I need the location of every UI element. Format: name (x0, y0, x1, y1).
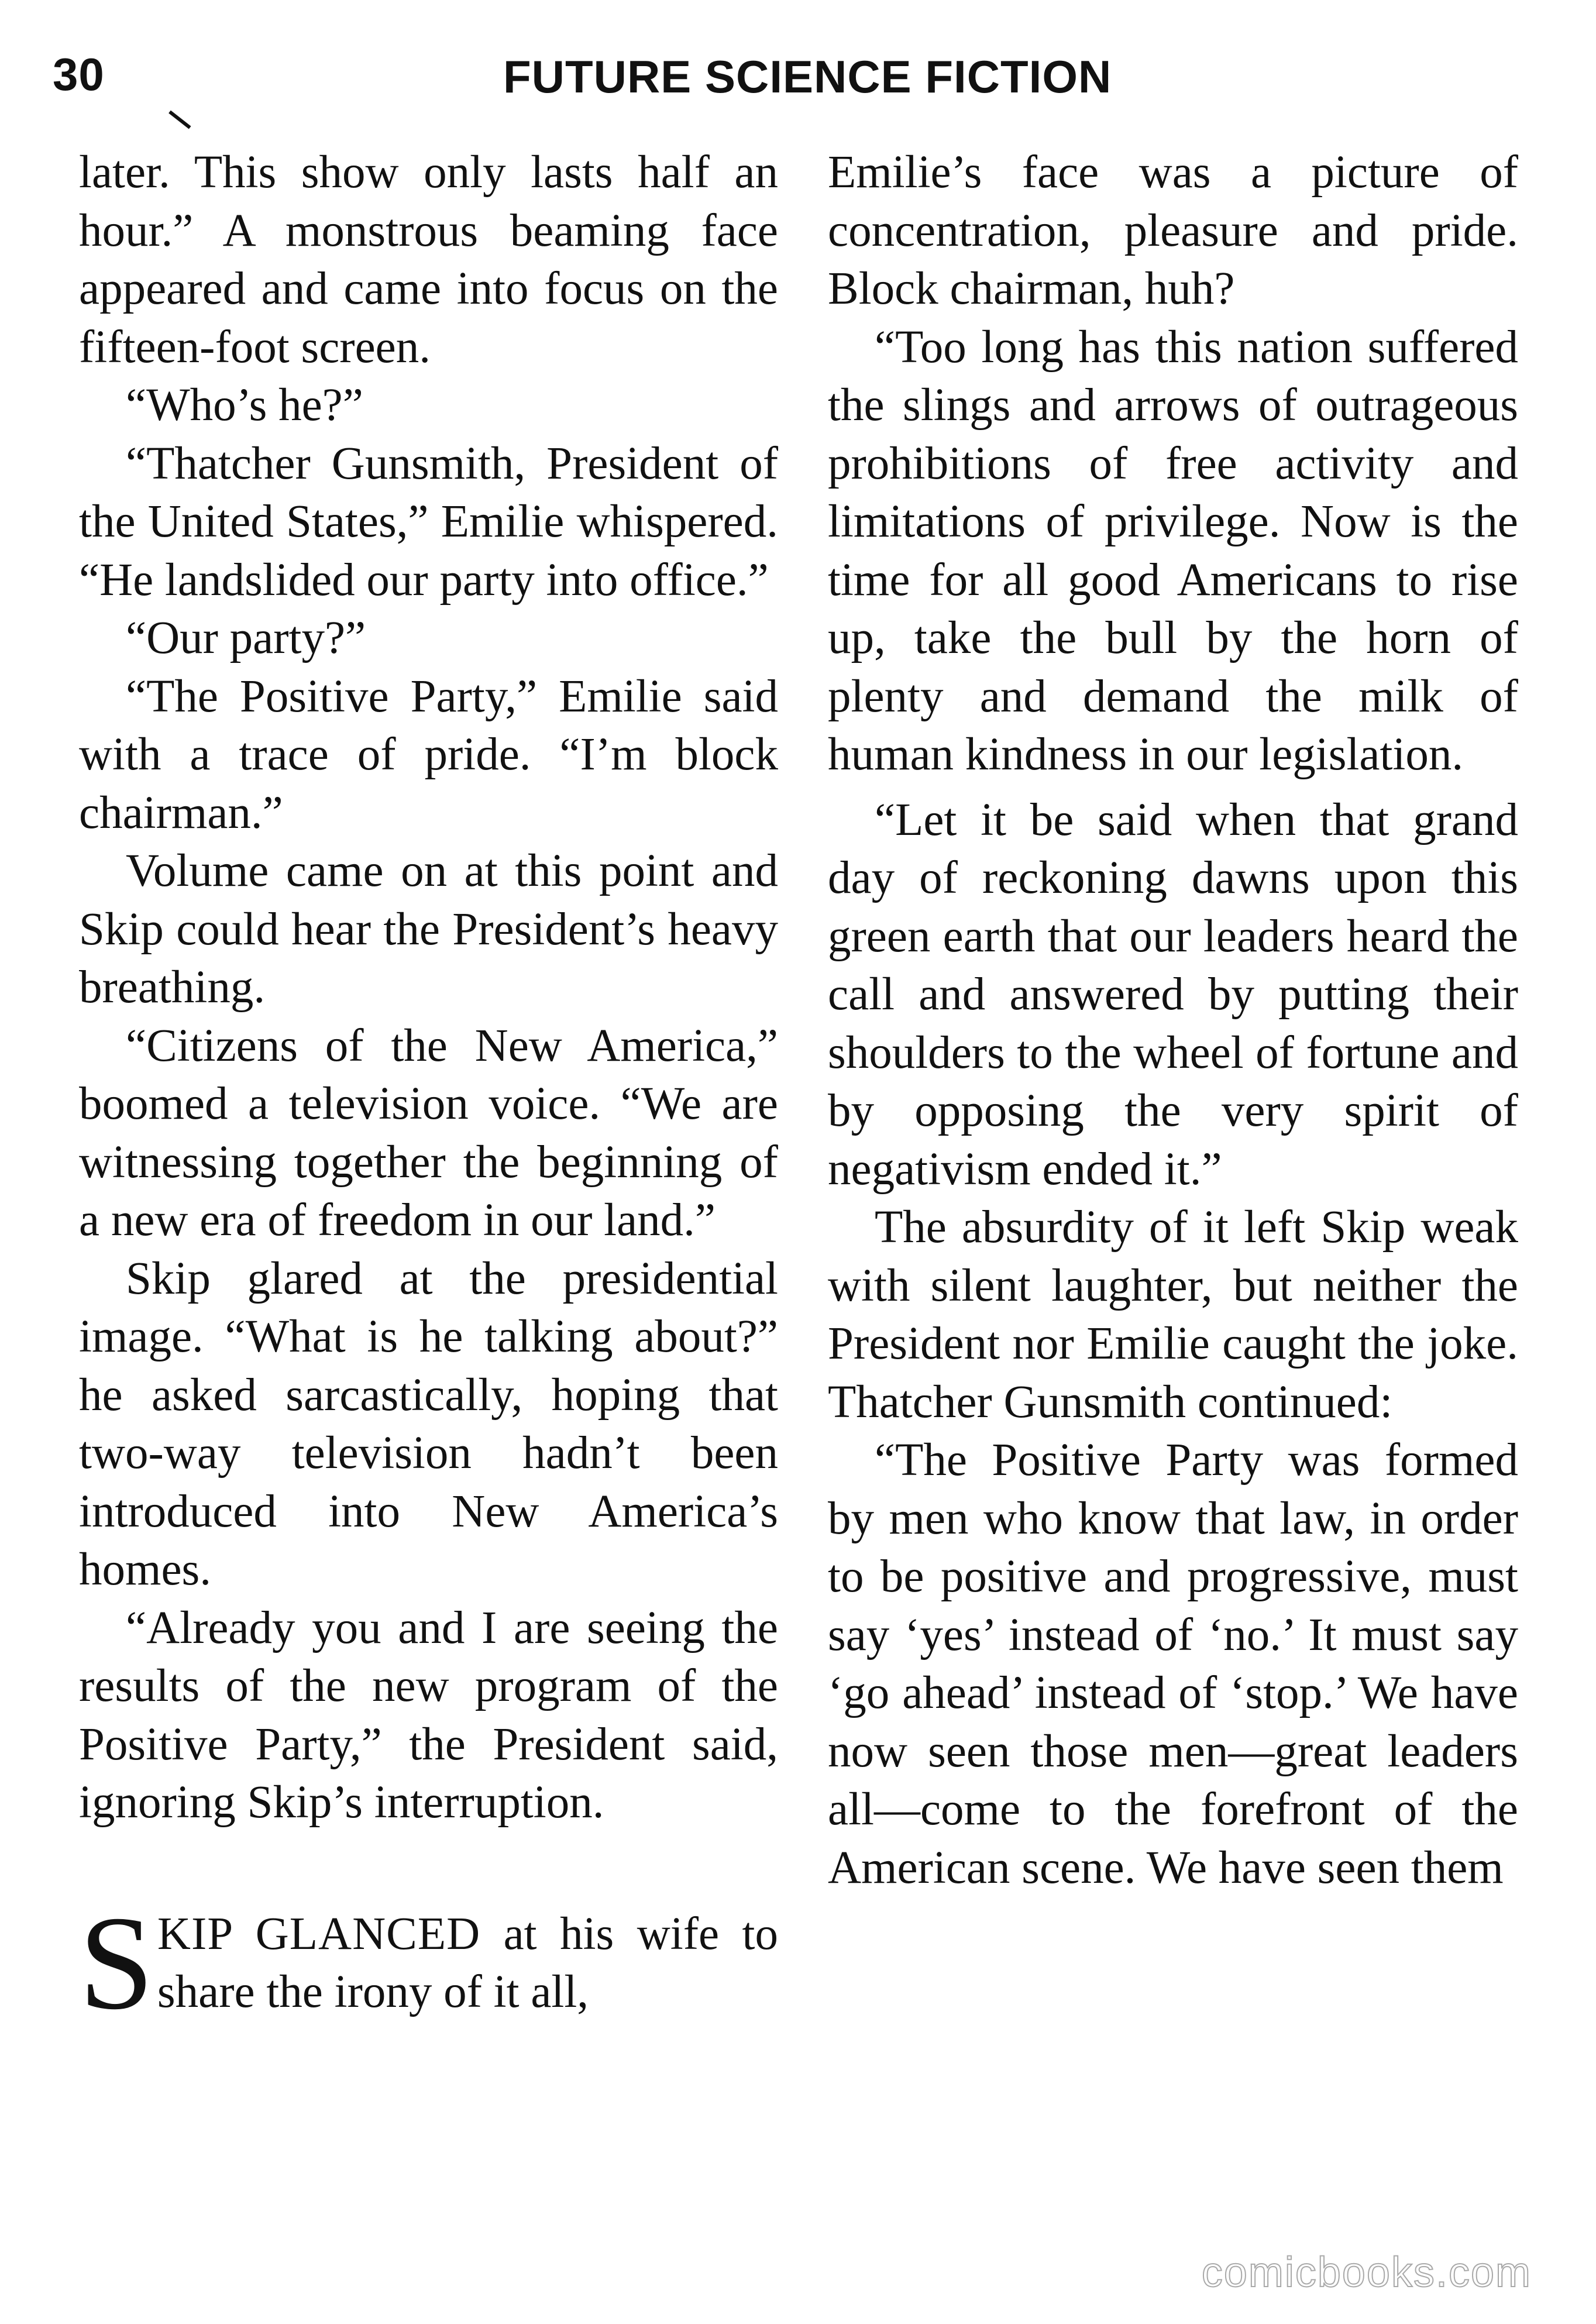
section-lead-caps: KIP GLANCED (157, 1908, 481, 1959)
watermark-logo: comicbooks.com (1201, 2249, 1532, 2296)
left-paragraph-5: “The Positive Party,” Emilie said with a trace of pride. “I’m block chairman.” (79, 671, 778, 838)
right-paragraph-1: Emilie’s face was a picture of concentration, pleasure and pride. Block chairman, huh? (828, 147, 1518, 314)
left-paragraph-9: “Already you and I are seeing the results of the new program of the Positive Party,” the President said, ignoring Skip’s interruption. (79, 1602, 778, 1828)
drop-cap: S (79, 1888, 154, 2037)
right-column (828, 143, 1518, 1897)
section-start-text: at his wife to share the irony of it all, (157, 1908, 778, 2017)
header-tick-mark (168, 111, 191, 129)
left-paragraph-7: “Citizens of the New America,” boomed a television voice. “We are witnessing together the beginning of a new era of freedom in our land.” (79, 1020, 778, 1246)
left-paragraph-1: later. This show only lasts half an hour.” A monstrous beaming face appeared and came into focus on the fifteen-foot screen. (79, 147, 778, 373)
left-paragraph-4: “Our party?” (126, 613, 366, 663)
running-title: FUTURE SCIENCE FICTION (503, 51, 1112, 102)
right-paragraph-5: “The Positive Party was formed by men who know that law, in order to be positive and progressive, must say ‘yes’ instead of ‘no.’ It must say ‘go ahead’ instead of ‘stop.’ We have now seen those men—great leaders all—come to the forefront of the American scene. We have seen them (828, 1435, 1518, 1893)
right-paragraph-3: “Let it be said when that grand day of reckoning dawns upon this green earth that our leaders heard the call and answered by putting their shoulders to the wheel of fortune and by opposing the very spirit of negativism ended it.” (828, 794, 1518, 1195)
page-number: 30 (53, 49, 105, 100)
right-paragraph-2: “Too long has this nation suffered the slings and arrows of outrageous prohibitions of free activity and limitations of privilege. Now is the time for all good Americans to rise up, take the bull by the horn of plenty and demand the milk of human kindness in our legislation. (828, 321, 1518, 780)
left-column (79, 143, 778, 2037)
right-paragraph-4: The absurdity of it left Skip weak with silent laughter, but neither the President nor Emilie caught the joke. Thatcher Gunsmith continued: (828, 1202, 1518, 1428)
section-start-paragraph (79, 1888, 778, 2037)
left-paragraph-3: “Thatcher Gunsmith, President of the United States,” Emilie whispered. “He landslided our party into office.” (79, 438, 778, 606)
left-paragraph-2: “Who’s he?” (126, 380, 363, 431)
left-paragraph-8: Skip glared at the presidential image. “What is he talking about?” he asked sarcastically, hoping that two-way television hadn’t been introduced into New America’s homes. (79, 1253, 778, 1595)
left-paragraph-6: Volume came on at this point and Skip could hear the President’s heavy breathing. (79, 845, 778, 1013)
